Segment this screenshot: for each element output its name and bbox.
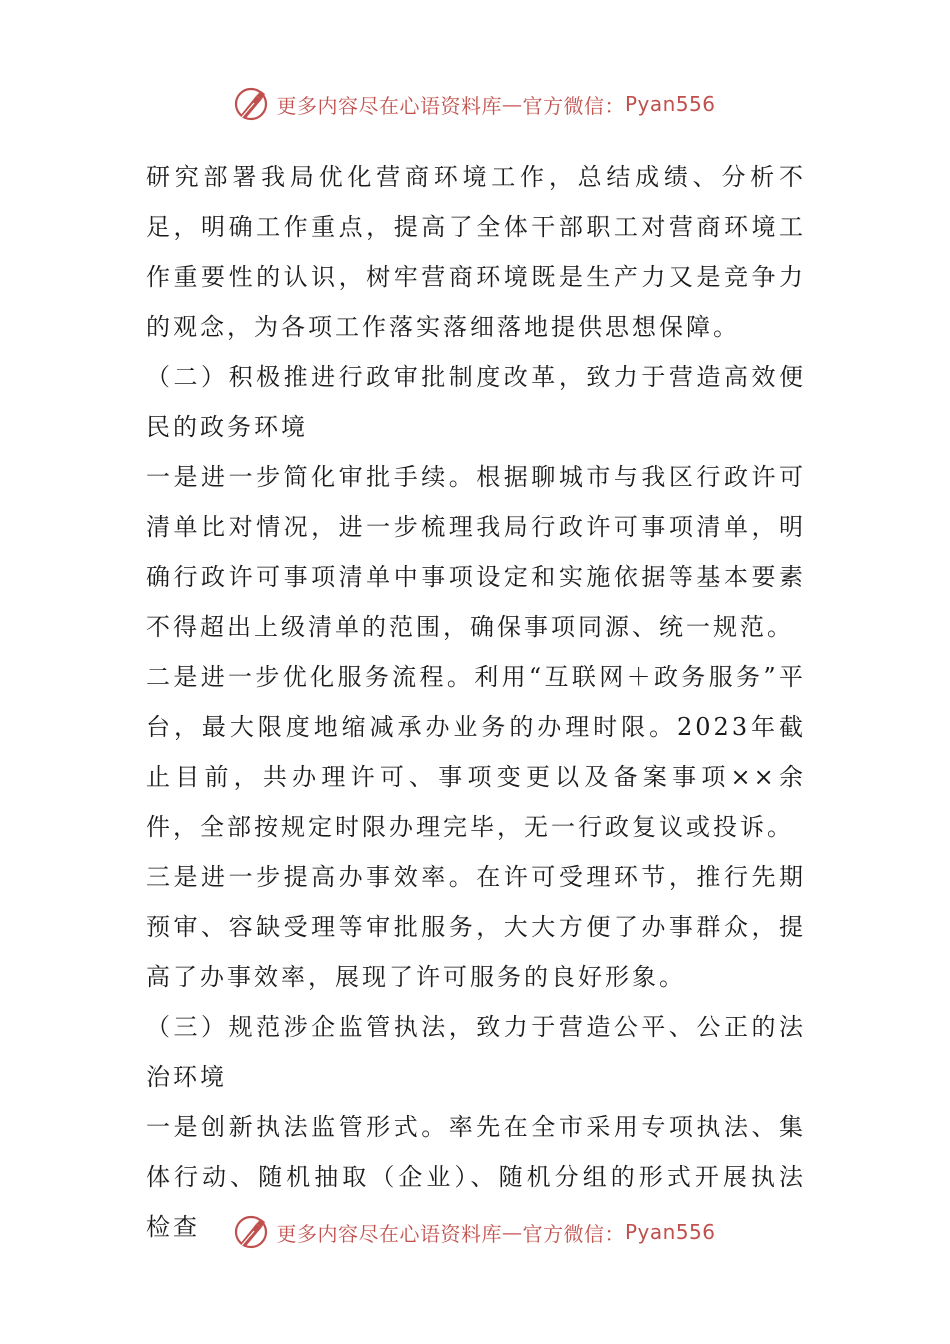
document-body [146,152,806,1252]
banner-dash: — [501,1220,523,1244]
banner-account: Pyan556 [624,1220,716,1244]
paragraph: 二是进一步优化服务流程。利用“互联网＋政务服务”平台，最大限度地缩减承办业务的办理时限。2023年截止目前，共办理许可、事项变更以及备案事项××余件，全部按规定时限办理完毕，无一行政复议或投诉。 [146,663,806,841]
pen-nib-logo-icon [234,86,270,122]
banner-wechat-label: 官方微信： [522,1221,625,1246]
footer-banner [0,1212,950,1252]
paragraph: 一是创新执法监管形式。率先在全市采用专项执法、集体行动、随机抽取（企业）、随机分组的形式开展执法检查 [146,1113,806,1241]
banner-wechat-label: 官方微信： [522,93,625,118]
banner-brand-text: 更多内容尽在心语资料库 [276,93,502,118]
header-banner [0,84,950,124]
pen-nib-logo-icon [234,1214,270,1250]
section-heading: （二）积极推进行政审批制度改革，致力于营造高效便民的政务环境 [146,363,806,441]
banner-account: Pyan556 [624,92,716,116]
banner-dash: — [501,92,523,116]
paragraph: 研究部署我局优化营商环境工作，总结成绩、分析不足，明确工作重点，提高了全体干部职工对营商环境工作重要性的认识，树牢营商环境既是生产力又是竞争力的观念，为各项工作落实落细落地提供思想保障。 [146,163,806,341]
banner-brand-text: 更多内容尽在心语资料库 [276,1221,502,1246]
paragraph: 一是进一步简化审批手续。根据聊城市与我区行政许可清单比对情况，进一步梳理我局行政许可事项清单，明确行政许可事项清单中事项设定和实施依据等基本要素不得超出上级清单的范围，确保事项同源、统一规范。 [146,463,806,641]
section-heading: （三）规范涉企监管执法，致力于营造公平、公正的法治环境 [146,1013,806,1091]
paragraph: 三是进一步提高办事效率。在许可受理环节，推行先期预审、容缺受理等审批服务，大大方便了办事群众，提高了办事效率，展现了许可服务的良好形象。 [146,863,806,991]
